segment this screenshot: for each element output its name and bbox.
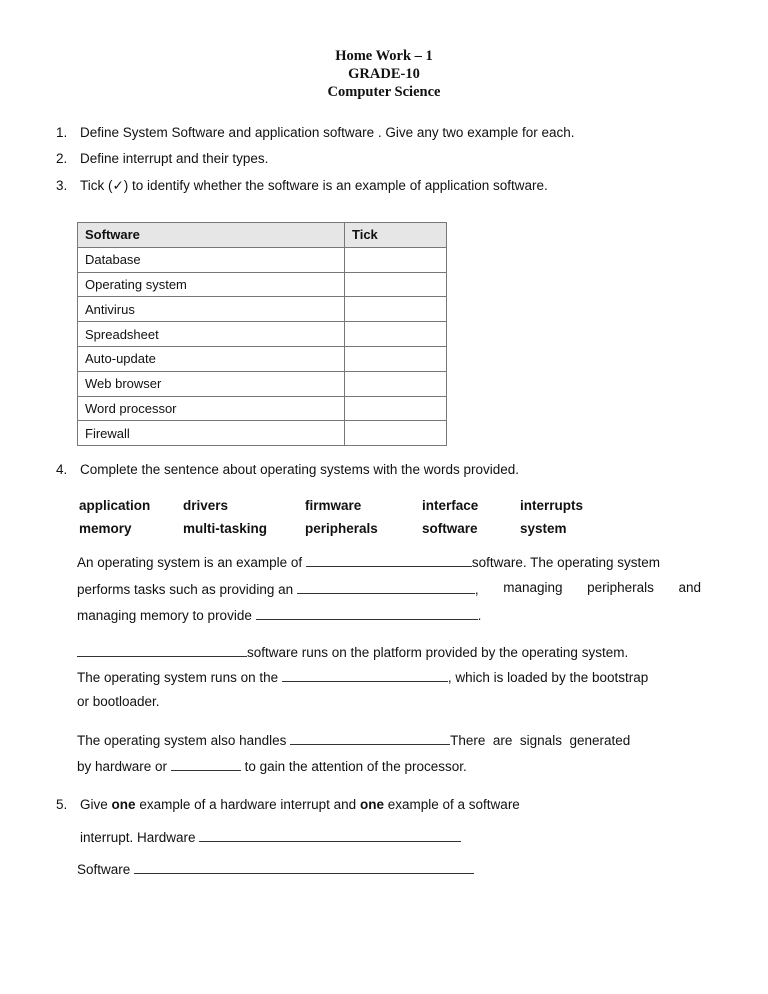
tick-cell[interactable] bbox=[345, 322, 447, 347]
question-2 bbox=[56, 150, 268, 168]
question-1 bbox=[56, 124, 575, 142]
software-answer-blank[interactable] bbox=[134, 859, 474, 874]
answer-blank[interactable] bbox=[77, 642, 247, 657]
paragraph-2-line-3 bbox=[77, 693, 701, 711]
sentence-fragment bbox=[77, 579, 479, 599]
sentence-text: . bbox=[477, 608, 482, 623]
sentence-text: performs tasks such as providing an bbox=[77, 582, 294, 597]
tick-table bbox=[77, 222, 447, 446]
tick-cell[interactable] bbox=[345, 396, 447, 421]
table-row bbox=[78, 322, 447, 347]
software-cell: Operating system bbox=[78, 272, 345, 297]
question-number: 2. bbox=[56, 151, 68, 166]
question-number: 5. bbox=[56, 797, 68, 812]
hardware-answer-line bbox=[80, 827, 704, 847]
sentence-text: software runs on the platform provided by the operating system. bbox=[247, 645, 629, 660]
tick-cell[interactable] bbox=[345, 346, 447, 371]
paragraph-1-line-1 bbox=[77, 552, 701, 572]
paragraph-1-line-3 bbox=[77, 605, 701, 625]
software-cell: Database bbox=[78, 247, 345, 272]
sentence-text: and bbox=[678, 580, 701, 595]
software-cell: Firewall bbox=[78, 421, 345, 446]
emphasis-text: one bbox=[111, 797, 136, 812]
word: firmware bbox=[305, 498, 362, 513]
question-text: Give bbox=[80, 797, 108, 812]
header-grade: GRADE-10 bbox=[348, 66, 420, 82]
paragraph-1-line-2 bbox=[77, 579, 701, 599]
table-row bbox=[78, 272, 447, 297]
sentence-text: managing memory to provide bbox=[77, 608, 252, 623]
answer-blank[interactable] bbox=[171, 756, 241, 771]
sentence-text: software. The operating system bbox=[471, 555, 660, 570]
software-answer-line bbox=[77, 859, 701, 879]
answer-blank[interactable] bbox=[290, 730, 450, 745]
column-header-software: Software bbox=[78, 223, 345, 248]
table-row bbox=[78, 371, 447, 396]
table-row bbox=[78, 247, 447, 272]
word: multi-tasking bbox=[183, 521, 268, 536]
sentence-text: or bootloader. bbox=[77, 694, 160, 709]
table-row bbox=[78, 421, 447, 446]
word: memory bbox=[79, 521, 132, 536]
column-header-tick: Tick bbox=[345, 223, 447, 248]
software-cell: Antivirus bbox=[78, 297, 345, 322]
answer-blank[interactable] bbox=[282, 667, 448, 682]
tick-cell[interactable] bbox=[345, 272, 447, 297]
tick-cell[interactable] bbox=[345, 297, 447, 322]
sentence-text: , which is loaded by the bootstrap bbox=[447, 670, 649, 685]
question-text: example of a hardware interrupt and bbox=[139, 797, 357, 812]
sentence-text: , bbox=[474, 582, 479, 597]
question-number: 4. bbox=[56, 462, 68, 477]
sentence-text: peripherals bbox=[587, 580, 654, 595]
word: software bbox=[422, 521, 478, 536]
paragraph-3-line-2 bbox=[77, 756, 701, 776]
tick-cell[interactable] bbox=[345, 247, 447, 272]
word: interrupts bbox=[520, 498, 584, 513]
paragraph-3-line-1 bbox=[77, 730, 701, 750]
sentence-text: The operating system runs on the bbox=[77, 670, 279, 685]
question-text: Define interrupt and their types. bbox=[80, 151, 269, 166]
paragraph-2-line-1 bbox=[77, 642, 701, 662]
answer-blank[interactable] bbox=[306, 552, 472, 567]
question-3 bbox=[56, 177, 548, 195]
tick-cell[interactable] bbox=[345, 421, 447, 446]
paragraph-2-line-2 bbox=[77, 667, 701, 687]
tick-cell[interactable] bbox=[345, 371, 447, 396]
word: drivers bbox=[183, 498, 229, 513]
table-row bbox=[78, 396, 447, 421]
word: application bbox=[79, 498, 151, 513]
answer-label: interrupt. Hardware bbox=[80, 830, 196, 845]
header-subject: Computer Science bbox=[327, 84, 441, 100]
table-row bbox=[78, 297, 447, 322]
answer-blank[interactable] bbox=[256, 605, 478, 620]
sentence-text: An operating system is an example of bbox=[77, 555, 303, 570]
sentence-text: to gain the attention of the processor. bbox=[244, 759, 467, 774]
sentence-text: There are signals generated bbox=[450, 733, 631, 748]
sentence-text: managing bbox=[503, 580, 563, 595]
sentence-text: by hardware or bbox=[77, 759, 168, 774]
question-number: 1. bbox=[56, 125, 68, 140]
word: system bbox=[520, 521, 567, 536]
software-cell: Spreadsheet bbox=[78, 322, 345, 347]
software-cell: Web browser bbox=[78, 371, 345, 396]
emphasis-text: one bbox=[359, 797, 384, 812]
software-cell: Auto-update bbox=[78, 346, 345, 371]
answer-label: Software bbox=[77, 862, 131, 877]
table-header-row bbox=[78, 223, 447, 248]
header-title: Home Work – 1 bbox=[335, 48, 433, 64]
sentence-text: The operating system also handles bbox=[77, 733, 287, 748]
software-cell: Word processor bbox=[78, 396, 345, 421]
question-text: Define System Software and application software . Give any two example for each. bbox=[80, 125, 575, 140]
question-4 bbox=[56, 461, 519, 479]
question-text: example of a software bbox=[387, 797, 520, 812]
hardware-answer-blank[interactable] bbox=[199, 827, 461, 842]
word: interface bbox=[422, 498, 479, 513]
table-row bbox=[78, 346, 447, 371]
question-number: 3. bbox=[56, 178, 68, 193]
answer-blank[interactable] bbox=[297, 579, 475, 594]
question-text: Tick (✓) to identify whether the software is an example of application software. bbox=[80, 178, 548, 193]
word: peripherals bbox=[305, 521, 378, 536]
question-5 bbox=[56, 796, 520, 814]
page-header bbox=[0, 47, 768, 101]
question-text: Complete the sentence about operating systems with the words provided. bbox=[80, 462, 519, 477]
